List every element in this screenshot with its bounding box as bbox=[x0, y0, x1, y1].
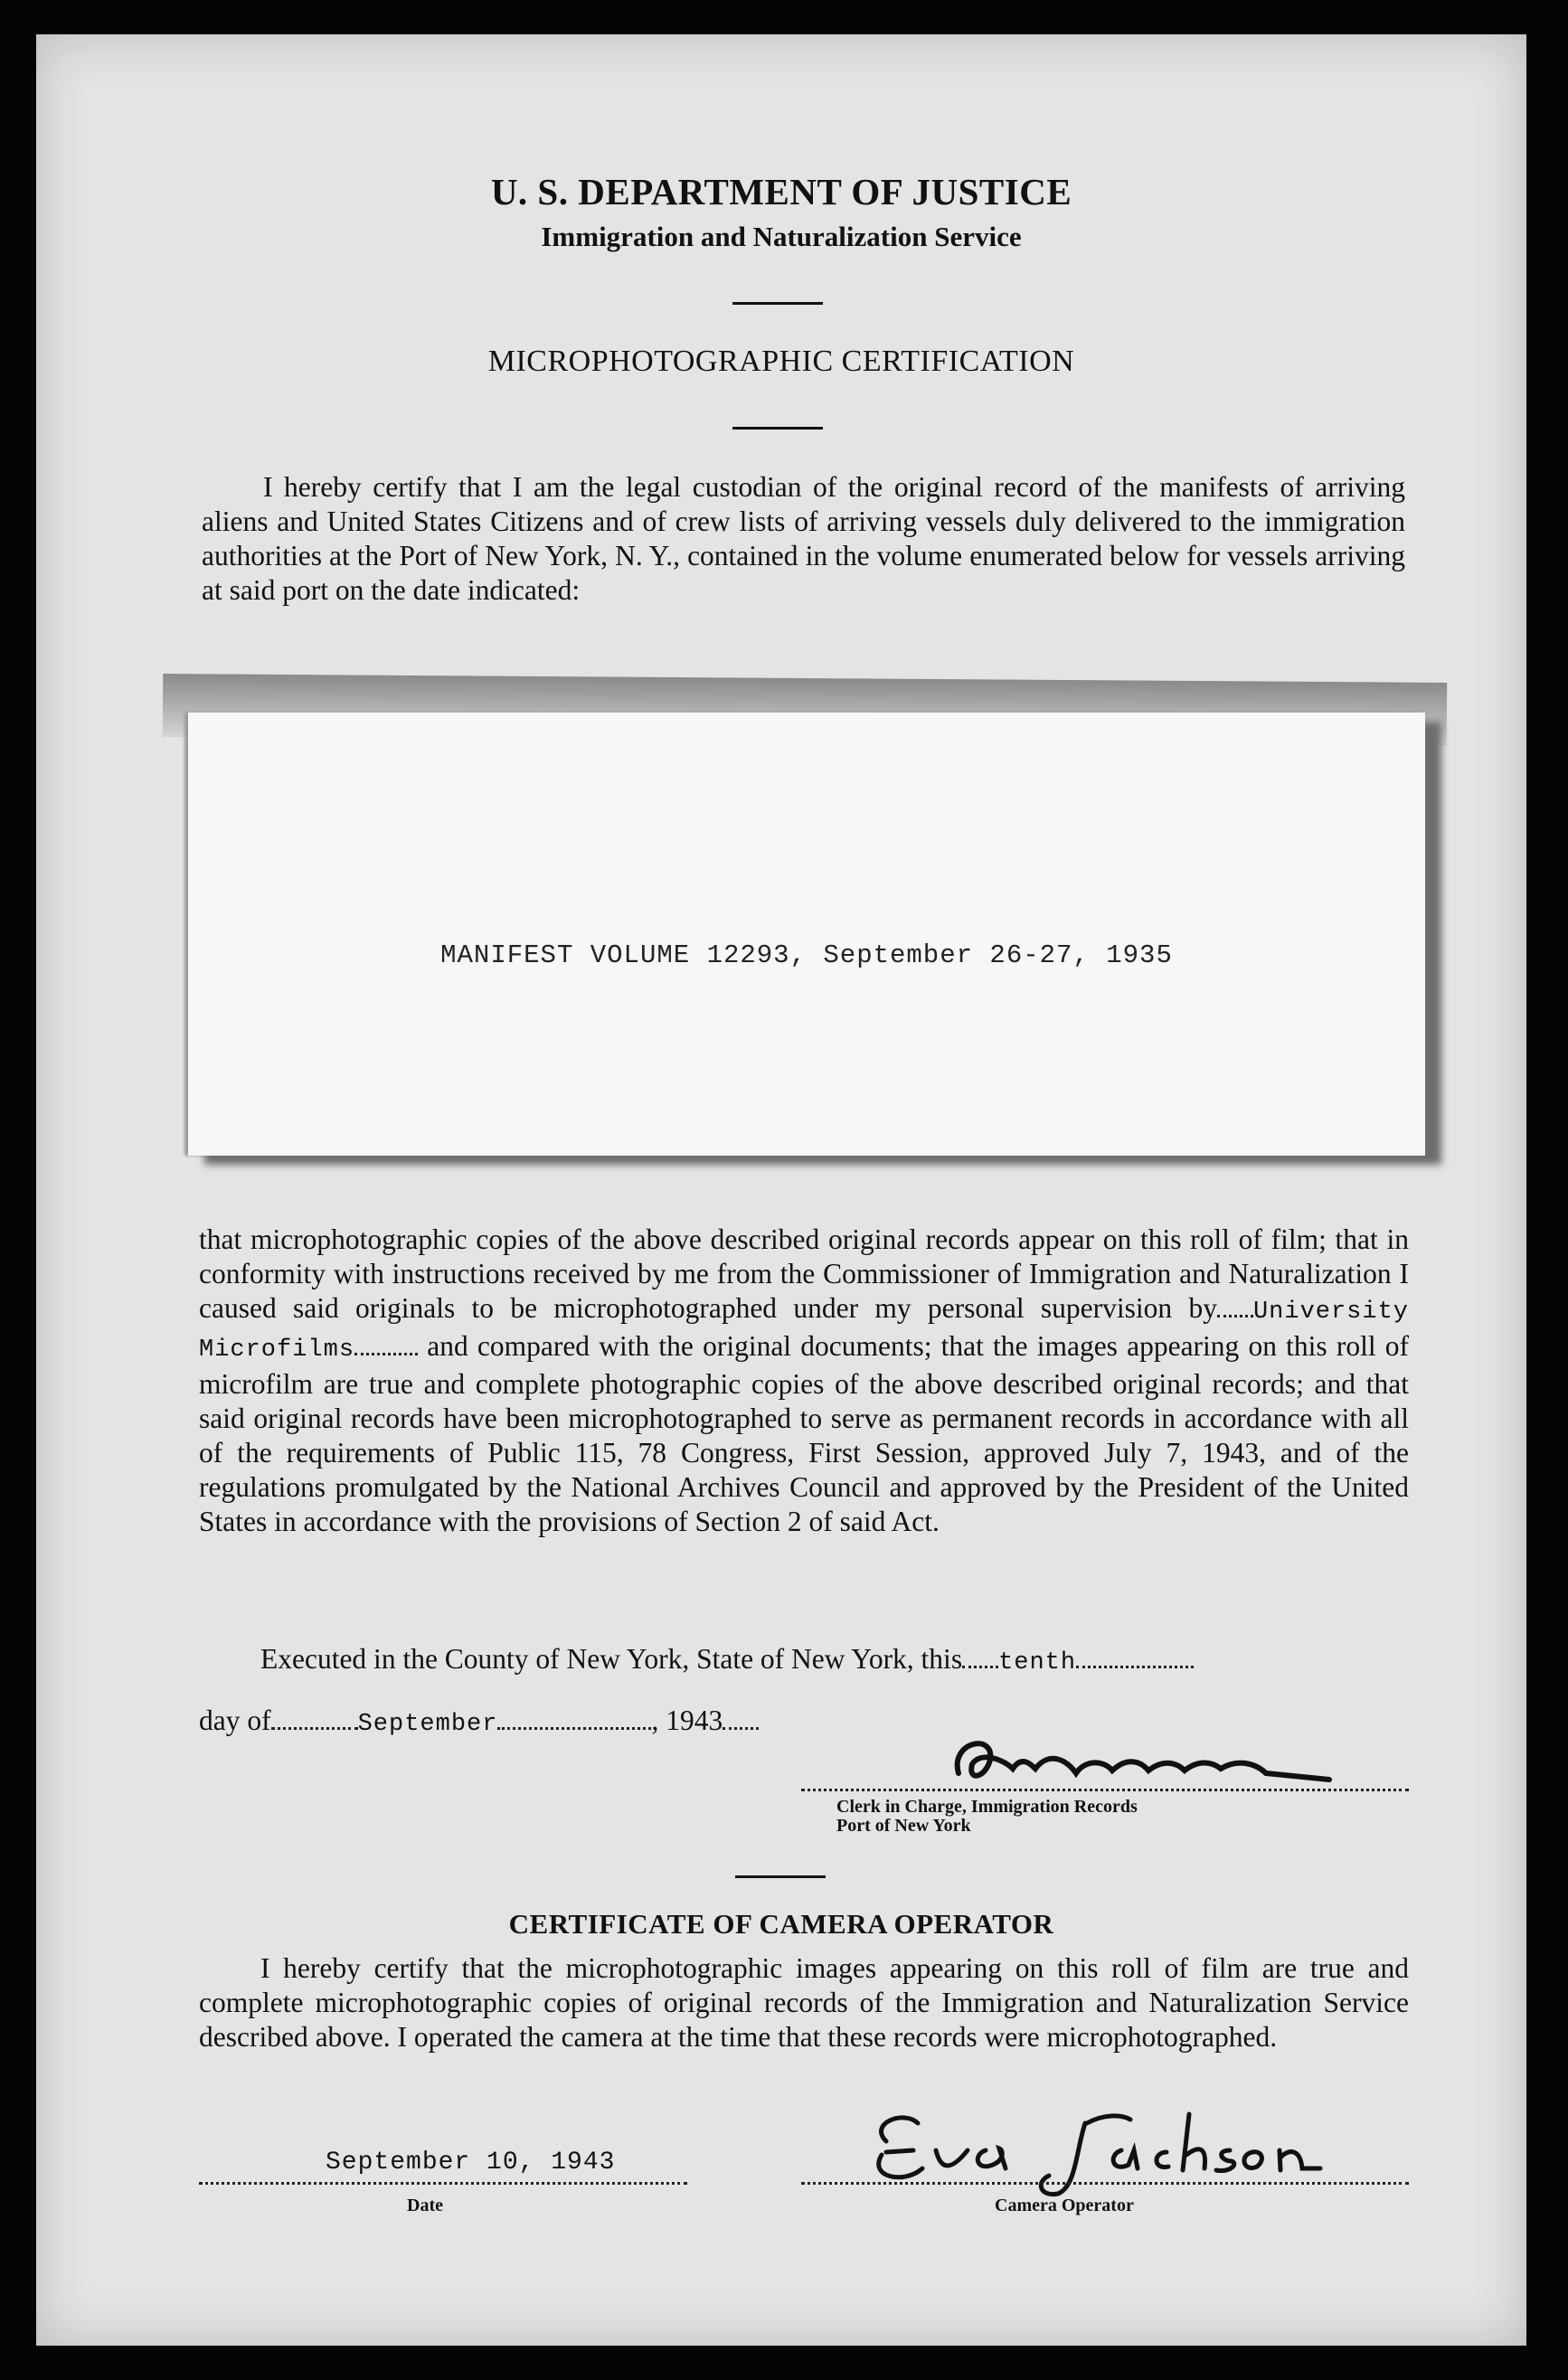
operator-signature-line bbox=[801, 2182, 1409, 2185]
certificate-page bbox=[36, 34, 1526, 2346]
divider bbox=[732, 427, 823, 430]
execution-day: tenth bbox=[998, 1649, 1077, 1676]
divider bbox=[732, 302, 823, 305]
camera-operator-label: Camera Operator bbox=[995, 2196, 1134, 2215]
microfilm-company: University Microfilms bbox=[199, 1299, 1409, 1364]
divider bbox=[735, 1875, 826, 1878]
year-suffix: 3 bbox=[708, 1705, 723, 1736]
clerk-title-line2: Port of New York bbox=[836, 1816, 971, 1836]
body-text-part2: and compared with the original documents; that the images appearing on this roll of microfilm are true and complete photographic copies of the above described original records; and that said original records have been microphotographed to serve as permanent records in accordance with all of the requirements of Public 115, 78 Congress, First Session, approved July 7, 1943, and of the regulations promulgated by the National Archives Council and approved by the President of the United States in accordance with the provisions of Section 2 of said Act. bbox=[199, 1330, 1410, 1537]
date-label: Date bbox=[407, 2196, 443, 2215]
department-title: U. S. DEPARTMENT OF JUSTICE bbox=[490, 171, 1072, 212]
clerk-signature bbox=[940, 1724, 1338, 1796]
clerk-title-line1: Clerk in Charge, Immigration Records bbox=[836, 1797, 1138, 1817]
manifest-volume-text: MANIFEST VOLUME 12293, September 26-27, 1935 bbox=[440, 940, 1173, 970]
intro-paragraph bbox=[202, 470, 1405, 608]
operator-date: September 10, 1943 bbox=[326, 2149, 616, 2177]
execution-month: September bbox=[357, 1711, 498, 1738]
date-line bbox=[199, 2182, 687, 2185]
service-title: Immigration and Naturalization Service bbox=[541, 221, 1022, 252]
day-of-label: day of bbox=[199, 1705, 271, 1736]
camera-operator-title: CERTIFICATE OF CAMERA OPERATOR bbox=[508, 1908, 1054, 1940]
camera-operator-paragraph bbox=[199, 1951, 1409, 2054]
year-prefix: , 194 bbox=[651, 1705, 709, 1736]
body-paragraph bbox=[199, 1223, 1409, 1539]
clerk-caption bbox=[836, 1798, 1138, 1836]
camera-operator-text: I hereby certify that the microphotographic images appearing on this roll of film are true and complete microphotographic copies of original records of the Immigration and Naturalization Service described above. I operated the camera at the time that these records were microphotographed. bbox=[199, 1952, 1409, 2053]
operator-signature bbox=[850, 2087, 1356, 2205]
certificate-title: MICROPHOTOGRAPHIC CERTIFICATION bbox=[487, 345, 1075, 378]
execution-prefix: Executed in the County of New York, State of New York, this bbox=[260, 1643, 963, 1675]
intro-text: I hereby certify that I am the legal custodian of the original record of the manifests of arriving aliens and United States Citizens and of crew lists of arriving vessels duly delivered to the immigration authorities at the Port of New York, N. Y., contained in the volume enumerated below for vessels arriving at said port on the date indicated: bbox=[202, 471, 1405, 606]
body-text-part1: that microphotographic copies of the above described original records appear on this roll of film; that in conformity with instructions received by me from the Commissioner of Immigration and Naturalization I caused said originals to be microphotographed under my personal supervision by bbox=[199, 1223, 1409, 1324]
manifest-card bbox=[188, 713, 1425, 1156]
execution-line bbox=[199, 1642, 1409, 1680]
day-of-line bbox=[199, 1704, 759, 1742]
